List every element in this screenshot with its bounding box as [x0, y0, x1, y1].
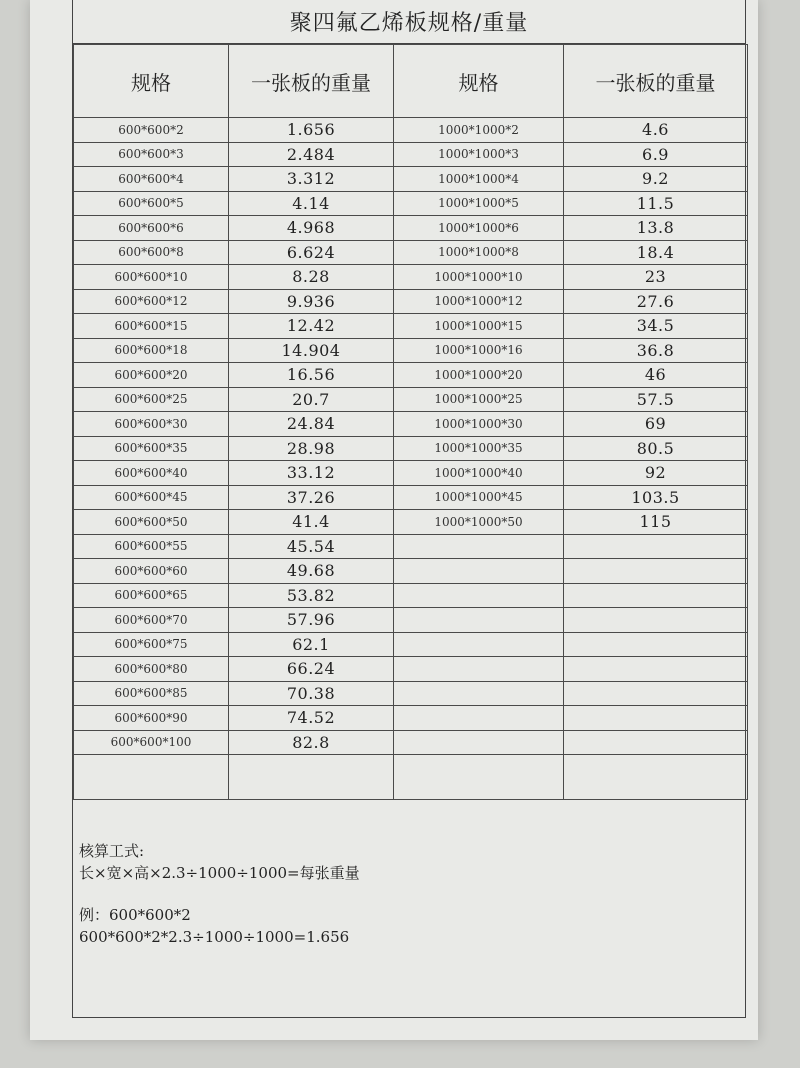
table-row: [74, 338, 748, 363]
table-body: [74, 118, 748, 800]
right-weight-cell: 34.5: [564, 314, 748, 339]
table-row: [74, 118, 748, 143]
left-weight-cell: 1.656: [229, 118, 394, 143]
left-spec-cell: 600*600*2: [74, 118, 229, 143]
left-spec-cell: 600*600*6: [74, 216, 229, 241]
right-spec-cell: [394, 559, 564, 584]
left-spec-cell: 600*600*60: [74, 559, 229, 584]
right-weight-cell: 23: [564, 265, 748, 290]
right-weight-cell: 6.9: [564, 142, 748, 167]
left-spec-cell: 600*600*12: [74, 289, 229, 314]
left-weight-cell: 37.26: [229, 485, 394, 510]
left-spec-cell: 600*600*50: [74, 510, 229, 535]
left-weight-cell: 16.56: [229, 363, 394, 388]
left-spec-cell: 600*600*20: [74, 363, 229, 388]
left-spec-cell: 600*600*70: [74, 608, 229, 633]
table-row: [74, 583, 748, 608]
right-weight-cell: [564, 755, 748, 800]
table-row: [74, 681, 748, 706]
table-row: [74, 167, 748, 192]
left-weight-cell: 41.4: [229, 510, 394, 535]
right-spec-cell: 1000*1000*10: [394, 265, 564, 290]
left-weight-cell: 82.8: [229, 730, 394, 755]
right-weight-cell: [564, 608, 748, 633]
left-weight-cell: 74.52: [229, 706, 394, 731]
right-spec-cell: 1000*1000*20: [394, 363, 564, 388]
right-weight-cell: 27.6: [564, 289, 748, 314]
left-spec-cell: 600*600*85: [74, 681, 229, 706]
left-spec-cell: 600*600*80: [74, 657, 229, 682]
table-row: [74, 240, 748, 265]
right-weight-cell: [564, 534, 748, 559]
left-weight-cell: 62.1: [229, 632, 394, 657]
table-row: [74, 436, 748, 461]
right-weight-cell: 4.6: [564, 118, 748, 143]
left-weight-cell: 9.936: [229, 289, 394, 314]
left-spec-cell: 600*600*45: [74, 485, 229, 510]
right-spec-cell: [394, 657, 564, 682]
left-spec-cell: 600*600*100: [74, 730, 229, 755]
left-weight-cell: 6.624: [229, 240, 394, 265]
table-row: [74, 534, 748, 559]
example-calculation: 600*600*2*2.3÷1000÷1000=1.656: [79, 928, 350, 946]
right-spec-cell: [394, 632, 564, 657]
left-weight-cell: 66.24: [229, 657, 394, 682]
right-weight-cell: 103.5: [564, 485, 748, 510]
header-left-weight: 一张板的重量: [229, 45, 394, 118]
table-header-row: [74, 45, 748, 118]
right-spec-cell: 1000*1000*12: [394, 289, 564, 314]
right-weight-cell: [564, 681, 748, 706]
left-weight-cell: 24.84: [229, 412, 394, 437]
right-spec-cell: [394, 755, 564, 800]
left-spec-cell: 600*600*3: [74, 142, 229, 167]
table-row: [74, 730, 748, 755]
right-weight-cell: [564, 583, 748, 608]
left-spec-cell: 600*600*8: [74, 240, 229, 265]
right-spec-cell: 1000*1000*6: [394, 216, 564, 241]
left-spec-cell: 600*600*30: [74, 412, 229, 437]
table-row: [74, 387, 748, 412]
right-weight-cell: 9.2: [564, 167, 748, 192]
left-spec-cell: 600*600*18: [74, 338, 229, 363]
spec-weight-table: [73, 44, 748, 800]
right-spec-cell: 1000*1000*2: [394, 118, 564, 143]
right-spec-cell: [394, 583, 564, 608]
left-weight-cell: 49.68: [229, 559, 394, 584]
right-spec-cell: 1000*1000*25: [394, 387, 564, 412]
right-spec-cell: [394, 608, 564, 633]
left-weight-cell: 3.312: [229, 167, 394, 192]
right-weight-cell: 36.8: [564, 338, 748, 363]
right-spec-cell: 1000*1000*45: [394, 485, 564, 510]
table-row: [74, 632, 748, 657]
right-weight-cell: 69: [564, 412, 748, 437]
left-spec-cell: 600*600*90: [74, 706, 229, 731]
right-weight-cell: 92: [564, 461, 748, 486]
right-spec-cell: 1000*1000*50: [394, 510, 564, 535]
left-weight-cell: 2.484: [229, 142, 394, 167]
left-spec-cell: 600*600*10: [74, 265, 229, 290]
right-weight-cell: [564, 559, 748, 584]
right-spec-cell: 1000*1000*5: [394, 191, 564, 216]
table-row: [74, 191, 748, 216]
document-title: 聚四氟乙烯板规格/重量: [73, 0, 745, 44]
formula-label: 核算工式:: [79, 842, 145, 860]
right-spec-cell: [394, 730, 564, 755]
table-row: [74, 289, 748, 314]
table-row: [74, 755, 748, 800]
table-row: [74, 216, 748, 241]
table-row: [74, 412, 748, 437]
left-weight-cell: [229, 755, 394, 800]
table-row: [74, 265, 748, 290]
right-spec-cell: 1000*1000*16: [394, 338, 564, 363]
right-weight-cell: 115: [564, 510, 748, 535]
right-weight-cell: 11.5: [564, 191, 748, 216]
right-spec-cell: 1000*1000*8: [394, 240, 564, 265]
table-row: [74, 510, 748, 535]
left-spec-cell: 600*600*55: [74, 534, 229, 559]
spec-document: [72, 0, 746, 1018]
left-spec-cell: 600*600*5: [74, 191, 229, 216]
left-weight-cell: 8.28: [229, 265, 394, 290]
left-spec-cell: 600*600*4: [74, 167, 229, 192]
table-row: [74, 706, 748, 731]
left-weight-cell: 28.98: [229, 436, 394, 461]
right-weight-cell: 46: [564, 363, 748, 388]
right-spec-cell: 1000*1000*30: [394, 412, 564, 437]
right-spec-cell: 1000*1000*40: [394, 461, 564, 486]
right-spec-cell: [394, 706, 564, 731]
left-weight-cell: 14.904: [229, 338, 394, 363]
left-spec-cell: 600*600*35: [74, 436, 229, 461]
table-row: [74, 314, 748, 339]
right-spec-cell: 1000*1000*3: [394, 142, 564, 167]
header-right-weight: 一张板的重量: [564, 45, 748, 118]
left-spec-cell: 600*600*75: [74, 632, 229, 657]
right-weight-cell: 80.5: [564, 436, 748, 461]
left-weight-cell: 12.42: [229, 314, 394, 339]
header-left-spec: 规格: [74, 45, 229, 118]
left-weight-cell: 57.96: [229, 608, 394, 633]
right-spec-cell: [394, 681, 564, 706]
left-weight-cell: 4.14: [229, 191, 394, 216]
right-spec-cell: [394, 534, 564, 559]
left-weight-cell: 70.38: [229, 681, 394, 706]
right-weight-cell: 13.8: [564, 216, 748, 241]
right-weight-cell: [564, 706, 748, 731]
right-spec-cell: 1000*1000*35: [394, 436, 564, 461]
left-spec-cell: [74, 755, 229, 800]
left-weight-cell: 45.54: [229, 534, 394, 559]
right-weight-cell: [564, 632, 748, 657]
table-row: [74, 461, 748, 486]
table-row: [74, 608, 748, 633]
left-weight-cell: 53.82: [229, 583, 394, 608]
left-spec-cell: 600*600*25: [74, 387, 229, 412]
table-row: [74, 485, 748, 510]
left-weight-cell: 4.968: [229, 216, 394, 241]
right-spec-cell: 1000*1000*15: [394, 314, 564, 339]
right-weight-cell: [564, 730, 748, 755]
left-spec-cell: 600*600*65: [74, 583, 229, 608]
formula-expression: 长×宽×高×2.3÷1000÷1000=每张重量: [79, 864, 360, 882]
table-row: [74, 559, 748, 584]
calculation-formula: [79, 840, 360, 948]
right-weight-cell: 57.5: [564, 387, 748, 412]
right-weight-cell: 18.4: [564, 240, 748, 265]
left-spec-cell: 600*600*40: [74, 461, 229, 486]
table-row: [74, 142, 748, 167]
left-weight-cell: 20.7: [229, 387, 394, 412]
table-row: [74, 657, 748, 682]
left-spec-cell: 600*600*15: [74, 314, 229, 339]
table-row: [74, 363, 748, 388]
right-weight-cell: [564, 657, 748, 682]
example-label: 例：600*600*2: [79, 906, 191, 924]
header-right-spec: 规格: [394, 45, 564, 118]
right-spec-cell: 1000*1000*4: [394, 167, 564, 192]
left-weight-cell: 33.12: [229, 461, 394, 486]
